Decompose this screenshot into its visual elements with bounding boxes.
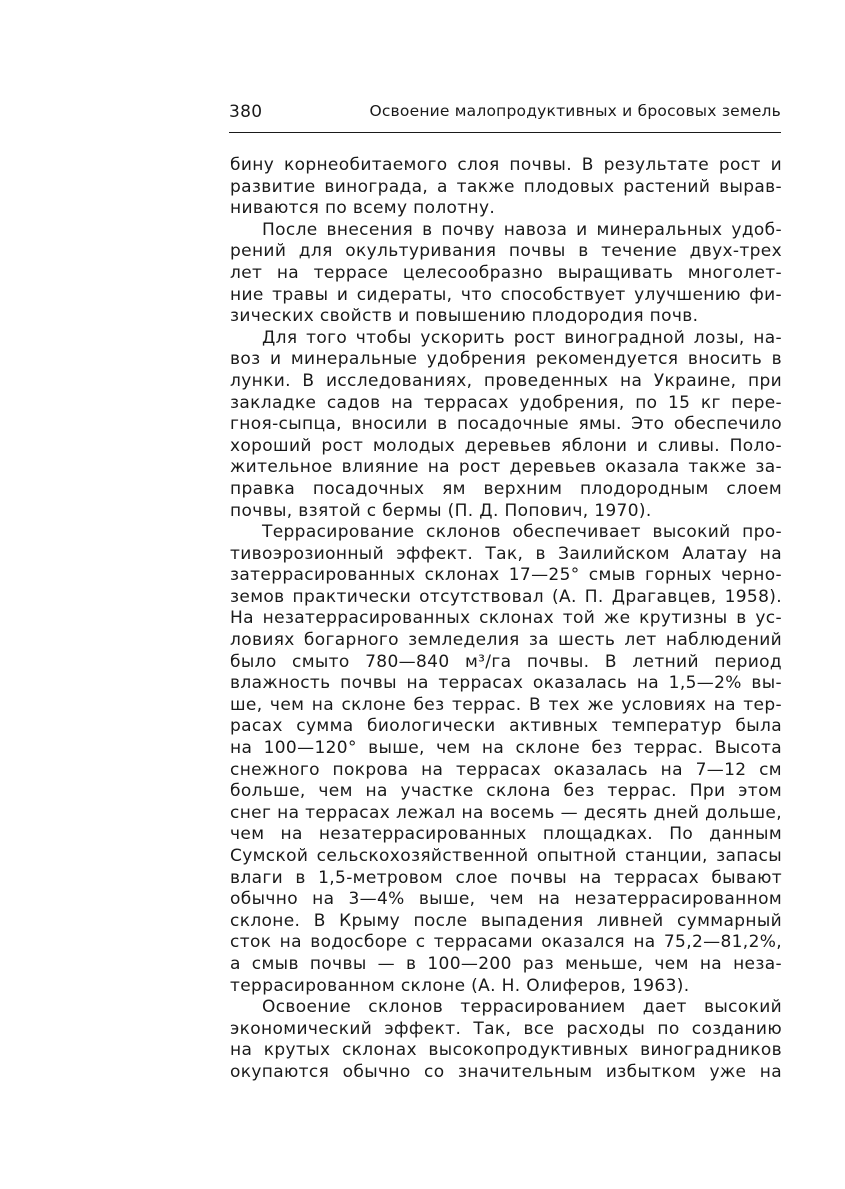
text-line: рений для окультуривания почвы в течение двух-трех: [230, 241, 782, 262]
paragraph: [230, 155, 782, 220]
text-line: развитие винограда, а также плодовых растений вырав-: [230, 176, 782, 197]
text-line: Террасирование склонов обеспечивает высокий про-: [262, 522, 782, 543]
paragraph: [230, 522, 782, 997]
text-line: обычно на 3—4% выше, чем на незатеррасированном: [230, 889, 782, 910]
text-line: После внесения в почву навоза и минеральных удоб-: [262, 219, 782, 240]
text-line: на крутых склонах высокопродуктивных виноградников: [230, 1040, 782, 1061]
text-line: на 100—120° выше, чем на склоне без террас. Высота: [230, 738, 782, 759]
running-title: Освоение малопродуктивных и бросовых земель: [369, 102, 781, 120]
text-line: воз и минеральные удобрения рекомендуется вносить в: [230, 349, 782, 370]
text-line: Сумской сельскохозяйственной опытной станции, запасы: [230, 846, 782, 866]
text-line: лунки. В исследованиях, проведенных на Украине, при: [230, 370, 782, 391]
text-line: чем на незатеррасированных площадках. По данным: [230, 824, 782, 845]
text-line: больше, чем на участке склона без террас. При этом: [230, 781, 782, 802]
text-line: ние травы и сидераты, что способствует улучшению фи-: [230, 284, 782, 305]
text-line: склоне. В Крыму после выпадения ливней суммарный: [230, 910, 782, 931]
text-line: На незатеррасированных склонах той же крутизны в ус-: [230, 608, 782, 629]
page-number: 380: [229, 102, 263, 122]
text-line: расах сумма биологически активных температур была: [230, 716, 782, 737]
text-line: ше, чем на склоне без террас. В тех же условиях на тер-: [230, 694, 782, 715]
text-line: зических свойств и повышению плодородия почв.: [230, 306, 699, 327]
text-line: снег на террасах лежал на восемь — десять дней дольше,: [230, 802, 782, 823]
text-line: окупаются обычно со значительным избытком уже на: [230, 1061, 782, 1082]
text-line: Для того чтобы ускорить рост виноградной лозы, на-: [262, 327, 782, 348]
text-line: влажность почвы на террасах оказалась на 1,5—2% вы-: [230, 673, 782, 694]
text-line: сток на водосборе с террасами оказался на 75,2—81,2%,: [230, 932, 782, 953]
text-line: влаги в 1,5-метровом слое почвы на террасах бывают: [230, 867, 782, 888]
text-line: террасированном склоне (А. Н. Олиферов, 1963).: [230, 975, 690, 996]
text-line: ловиях богарного земледелия за шесть лет наблюдений: [230, 630, 782, 651]
text-line: лет на террасе целесообразно выращивать многолет-: [230, 262, 782, 283]
text-line: закладке садов на террасах удобрения, по 15 кг пере-: [230, 392, 782, 413]
text-line: затеррасированных склонах 17—25° смыв горных черно-: [230, 565, 782, 586]
text-line: бину корнеобитаемого слоя почвы. В результате рост и: [230, 155, 782, 175]
header-rule: [229, 132, 781, 133]
text-line: почвы, взятой с бермы (П. Д. Попович, 1970).: [230, 500, 652, 521]
text-line: было смыто 780—840 м³/га почвы. В летний период: [230, 651, 782, 672]
page-header: [229, 100, 781, 126]
text-line: земов практически отсутствовал (А. П. Драгавцев, 1958).: [230, 586, 782, 607]
text-line: хороший рост молодых деревьев яблони и сливы. Поло-: [230, 435, 782, 456]
text-line: правка посадочных ям верхним плодородным слоем: [230, 478, 782, 499]
paragraph: [230, 997, 782, 1083]
text-line: а смыв почвы — в 100—200 раз меньше, чем на неза-: [230, 953, 782, 974]
paragraph: [230, 328, 782, 522]
text-body: [230, 155, 782, 1084]
paragraph: [230, 220, 782, 328]
text-line: гноя-сыпца, вносили в посадочные ямы. Это обеспечило: [230, 414, 782, 435]
text-line: снежного покрова на террасах оказалась на 7—12 см: [230, 759, 782, 780]
text-line: Освоение склонов террасированием дает высокий: [262, 997, 782, 1018]
text-line: жительное влияние на рост деревьев оказала также за-: [230, 457, 782, 478]
text-line: ниваются по всему полотну.: [230, 198, 496, 219]
text-line: тивоэрозионный эффект. Так, в Заилийском Алатау на: [230, 543, 782, 564]
text-line: экономический эффект. Так, все расходы по созданию: [230, 1018, 782, 1039]
